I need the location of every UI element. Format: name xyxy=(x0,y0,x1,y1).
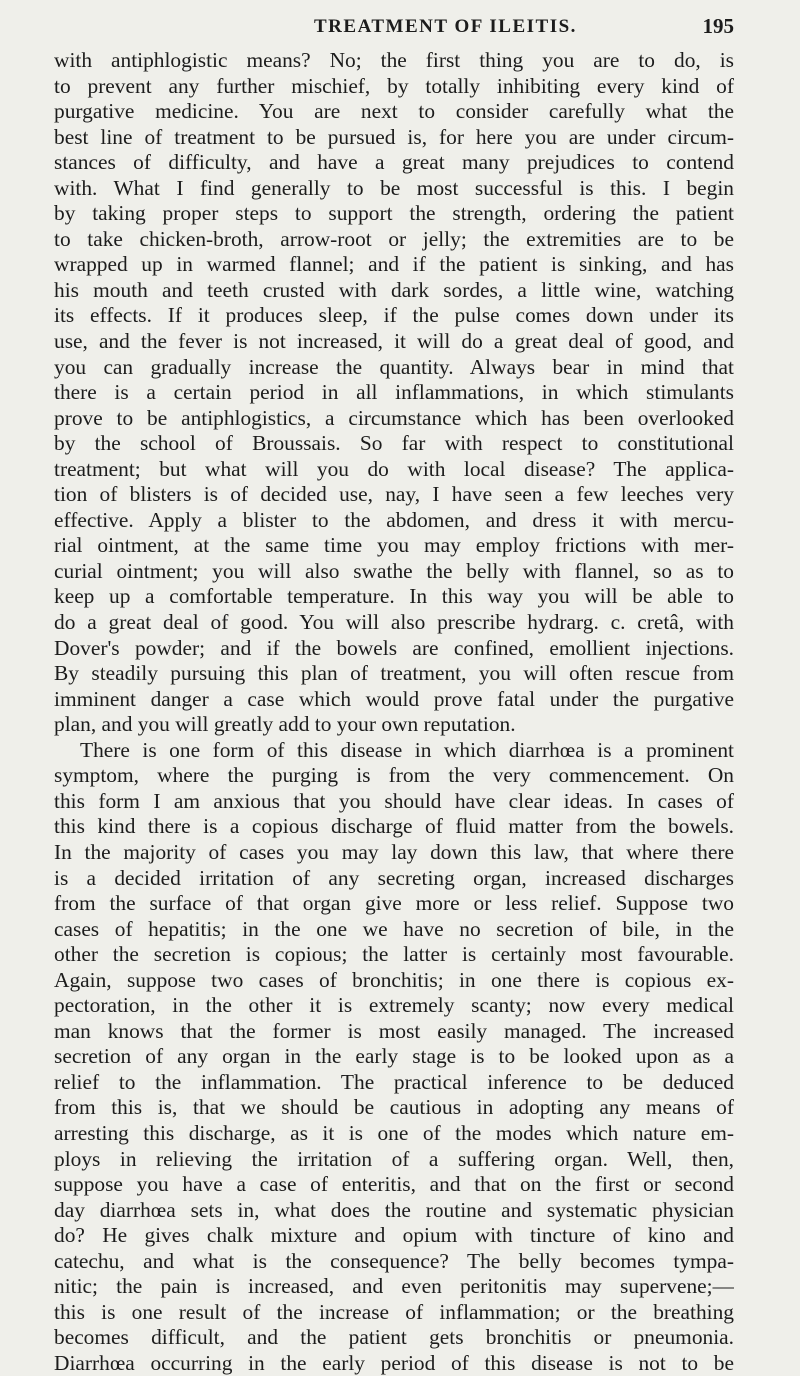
body-text xyxy=(54,48,734,1376)
text-line: day diarrhœa sets in, what does the routine and systematic physician xyxy=(54,1197,734,1222)
text-line: you can gradually increase the quantity. Always bear in mind that xyxy=(54,354,734,379)
text-line: best line of treatment to be pursued is, for here you are under circum- xyxy=(54,124,734,149)
text-line: this kind there is a copious discharge of fluid matter from the bowels. xyxy=(54,814,734,839)
paragraph xyxy=(54,48,734,738)
text-line: suppose you have a case of enteritis, and that on the first or second xyxy=(54,1172,734,1197)
text-line: his mouth and teeth crusted with dark sordes, a little wine, watching xyxy=(54,277,734,302)
text-line: becomes difficult, and the patient gets bronchitis or pneumonia. xyxy=(54,1325,734,1350)
text-line: secretion of any organ in the early stage is to be looked upon as a xyxy=(54,1044,734,1069)
text-line: man knows that the former is most easily managed. The increased xyxy=(54,1018,734,1043)
text-line: Again, suppose two cases of bronchitis; in one there is copious ex- xyxy=(54,967,734,992)
text-line: curial ointment; you will also swathe the belly with flannel, so as to xyxy=(54,558,734,583)
text-line: ploys in relieving the irritation of a suffering organ. Well, then, xyxy=(54,1146,734,1171)
text-line: from the surface of that organ give more or less relief. Suppose two xyxy=(54,891,734,916)
text-line: by the school of Broussais. So far with respect to constitutional xyxy=(54,431,734,456)
text-line: Diarrhœa occurring in the early period of this disease is not to be xyxy=(54,1350,734,1375)
text-line: There is one form of this disease in which diarrhœa is a prominent xyxy=(80,737,734,762)
text-line: with. What I find generally to be most successful is this. I begin xyxy=(54,175,734,200)
text-line: stances of difficulty, and have a great many prejudices to contend xyxy=(54,150,734,175)
text-line: is a decided irritation of any secreting organ, increased discharges xyxy=(54,865,734,890)
text-line: purgative medicine. You are next to consider carefully what the xyxy=(54,99,734,124)
text-line: nitic; the pain is increased, and even peritonitis may supervene;— xyxy=(54,1274,734,1299)
paragraph xyxy=(54,738,734,1376)
text-line: By steadily pursuing this plan of treatment, you will often rescue from xyxy=(54,661,734,686)
text-line: arresting this discharge, as it is one of the modes which nature em- xyxy=(54,1120,734,1145)
text-line: from this is, that we should be cautious in adopting any means of xyxy=(54,1095,734,1120)
text-line: keep up a comfortable temperature. In this way you will be able to xyxy=(54,584,734,609)
text-line: relief to the inflammation. The practical inference to be deduced xyxy=(54,1069,734,1094)
text-line: by taking proper steps to support the strength, ordering the patient xyxy=(54,201,734,226)
text-line: treatment; but what will you do with local disease? The applica- xyxy=(54,456,734,481)
text-line: In the majority of cases you may lay down this law, that where there xyxy=(54,839,734,864)
text-line: other the secretion is copious; the latter is certainly most favourable. xyxy=(54,942,734,967)
text-line: do a great deal of good. You will also prescribe hydrarg. c. cretâ, with xyxy=(54,610,734,635)
text-line: plan, and you will greatly add to your own reputation. xyxy=(54,712,516,737)
text-line: catechu, and what is the consequence? The belly becomes tympa- xyxy=(54,1248,734,1273)
text-line: effective. Apply a blister to the abdomen, and dress it with mercu- xyxy=(54,507,734,532)
page-number: 195 xyxy=(702,14,734,38)
text-line: tion of blisters is of decided use, nay, I have seen a few leeches very xyxy=(54,482,734,507)
text-line: cases of hepatitis; in the one we have no secretion of bile, in the xyxy=(54,916,734,941)
text-line: to prevent any further mischief, by totally inhibiting every kind of xyxy=(54,73,734,98)
text-line: do? He gives chalk mixture and opium with tincture of kino and xyxy=(54,1223,734,1248)
text-line: this is one result of the increase of inflammation; or the breathing xyxy=(54,1299,734,1324)
text-line: wrapped up in warmed flannel; and if the patient is sinking, and has xyxy=(54,252,734,277)
text-line: with antiphlogistic means? No; the first thing you are to do, is xyxy=(54,48,734,72)
text-line: symptom, where the purging is from the very commencement. On xyxy=(54,763,734,788)
text-line: to take chicken-broth, arrow-root or jelly; the extremities are to be xyxy=(54,226,734,251)
text-line: Dover's powder; and if the bowels are confined, emollient injections. xyxy=(54,635,734,660)
text-line: there is a certain period in all inflammations, in which stimulants xyxy=(54,380,734,405)
text-line: use, and the fever is not increased, it will do a great deal of good, and xyxy=(54,329,734,354)
running-title: TREATMENT OF ILEITIS. xyxy=(314,16,577,37)
text-line: pectoration, in the other it is extremely scanty; now every medical xyxy=(54,993,734,1018)
text-line: its effects. If it produces sleep, if the pulse comes down under its xyxy=(54,303,734,328)
text-line: prove to be antiphlogistics, a circumstance which has been overlooked xyxy=(54,405,734,430)
page-header xyxy=(54,0,734,46)
text-line: imminent danger a case which would prove fatal under the purgative xyxy=(54,686,734,711)
text-line: this form I am anxious that you should have clear ideas. In cases of xyxy=(54,788,734,813)
text-line: rial ointment, at the same time you may employ frictions with mer- xyxy=(54,533,734,558)
